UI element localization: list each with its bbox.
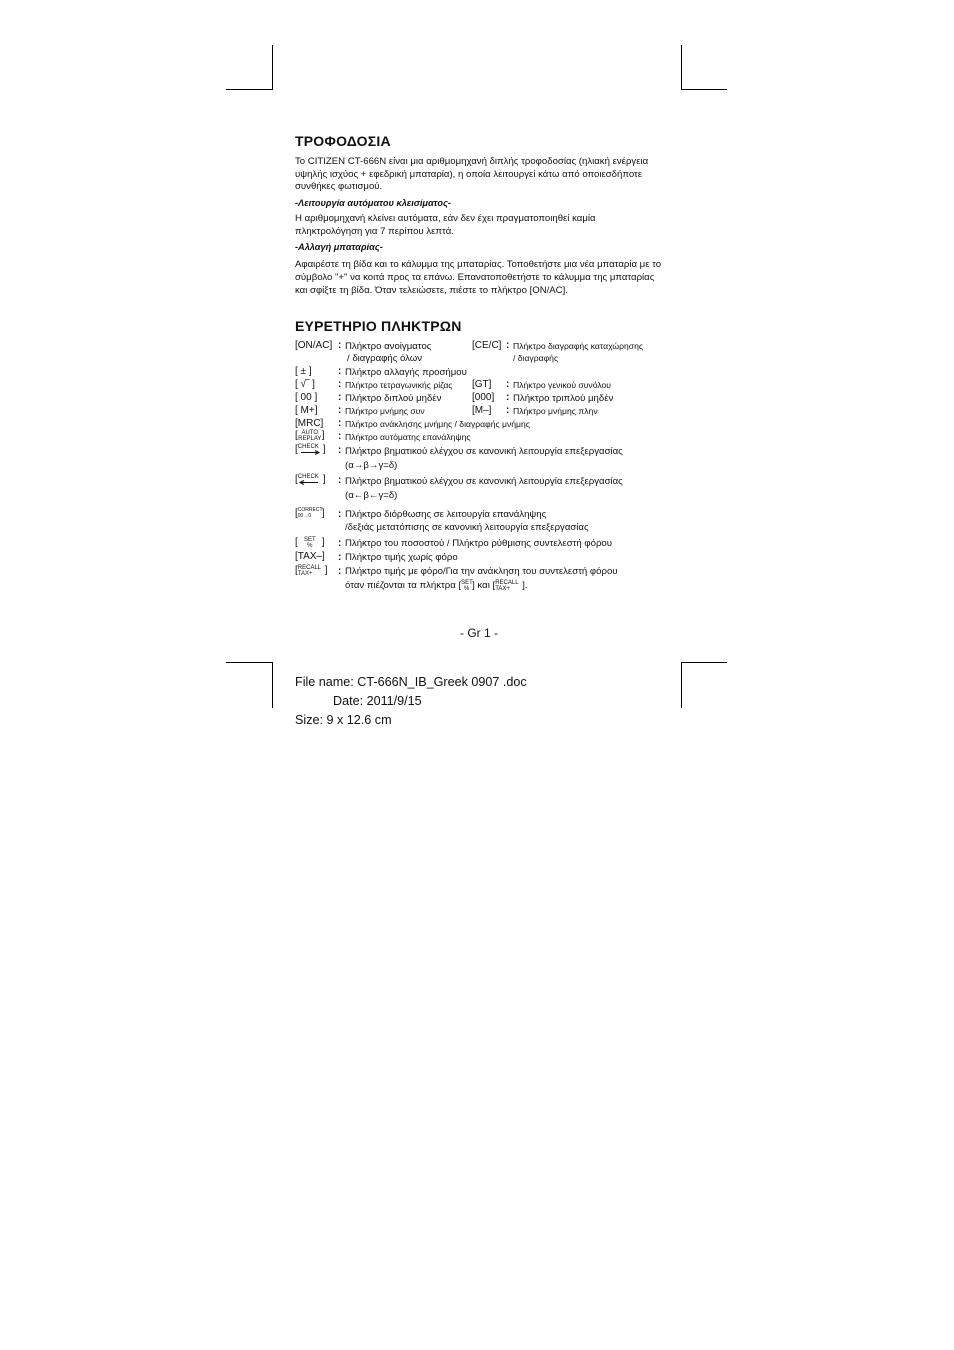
arrow-left-icon — [298, 480, 322, 485]
colon: : — [338, 418, 342, 429]
m-plus-desc: Πλήκτρο μνήμης συν — [345, 406, 425, 416]
colon: : — [338, 552, 342, 563]
auto-label: AUTO — [301, 430, 319, 436]
replay-label: REPLAY — [298, 436, 322, 442]
crop-mark — [681, 662, 727, 663]
colon: : — [506, 340, 510, 351]
crop-mark — [226, 89, 273, 90]
cec-desc-2: / διαγραφής — [513, 353, 559, 363]
triple-zero-desc: Πλήκτρο τριπλού μηδέν — [513, 393, 614, 404]
crop-mark — [681, 662, 682, 708]
check-forward-sequence: (α→β→γ=δ) — [345, 460, 398, 471]
colon: : — [338, 431, 342, 442]
footer-date: Date: 2011/9/15 — [333, 694, 422, 708]
key-cec: [CE/C] — [472, 340, 502, 351]
key-00: [ 00 ] — [295, 392, 318, 403]
battery-text: Αφαιρέστε τη βίδα και το κάλυμμα της μπαταρίας. Τοποθετήστε μια νέα μπαταρία με το σύμβολο "+" να κοιτά προς τα επάνω. Επανατοποθετήστε το κάλυμμα της μπαταρίας και σφίξτε τη βίδα. Όταν τελειώσετε, πιέστε το πλήκτρο [ON/AC]. — [295, 259, 662, 297]
tax-minus-desc: Πλήκτρο τιμής χωρίς φόρο — [345, 552, 458, 563]
key-gt: [GT] — [472, 379, 492, 390]
check-backward-desc: Πλήκτρο βηματικού ελέγχου σε κανονική λειτουργία επεξεργασίας — [345, 476, 623, 487]
tax-plus-label: TAX+ — [495, 586, 510, 592]
key-onac: [ON/AC] — [295, 340, 333, 351]
check-forward-desc: Πλήκτρο βηματικού ελέγχου σε κανονική λειτουργία επεξεργασίας — [345, 446, 623, 457]
colon: : — [338, 340, 342, 351]
set-label: SET — [461, 580, 473, 586]
recall-tax-plus-desc: Πλήκτρο τιμής με φόρο/Για την ανάκληση του συντελεστή φόρου — [345, 566, 618, 577]
key-correct: [CORRECT 00→0 ] — [295, 507, 325, 519]
recall-label: RECALL — [297, 565, 322, 571]
colon: : — [338, 392, 342, 403]
sqrt-desc: Πλήκτρο τετραγωνικής ρίζας — [345, 380, 453, 390]
key-mrc: [MRC] — [295, 418, 324, 429]
key-plus-minus: [ ± ] — [295, 366, 312, 377]
m-minus-desc: Πλήκτρο μνήμης πλην — [513, 406, 598, 416]
check-label: CHECK — [297, 444, 319, 450]
auto-replay-desc: Πλήκτρο αυτόματης επανάληψης — [345, 432, 471, 442]
key-set-percent: [ SET % ] — [295, 537, 325, 549]
check-backward-sequence: (α←β←γ=δ) — [345, 490, 398, 501]
set-label: SET — [303, 537, 316, 543]
plus-minus-desc: Πλήκτρο αλλαγής προσήμου — [345, 367, 467, 378]
mrc-desc: Πλήκτρο ανάκλησης μνήμης / διαγραφής μνήμης — [345, 419, 530, 429]
key-m-minus: [M–] — [472, 405, 492, 416]
colon: : — [338, 538, 342, 549]
correct-shift-label: 00→0 — [297, 512, 312, 519]
cec-desc: Πλήκτρο διαγραφής καταχώρησης — [513, 341, 644, 351]
crop-mark — [681, 45, 682, 90]
crop-mark — [681, 89, 727, 90]
section-title-key-index: ΕΥΡΕΤΗΡΙΟ ΠΛΗΚΤΡΩΝ — [295, 318, 462, 334]
gt-desc: Πλήκτρο γενικού συνόλου — [513, 380, 611, 390]
auto-off-text: Η αριθμομηχανή κλείνει αυτόματα, εάν δεν έχει πραγματοποιηθεί καμία πληκτρολόγηση για 7 περίπου λεπτά. — [295, 213, 596, 237]
page-number: - Gr 1 - — [460, 626, 498, 640]
key-000: [000] — [472, 392, 495, 403]
correct-label: CORRECT — [297, 507, 323, 513]
recall-desc-part: όταν πιέζονται τα πλήκτρα [ — [345, 580, 462, 591]
colon: : — [338, 475, 342, 486]
recall-desc-part: ] και [ — [472, 580, 496, 591]
colon: : — [506, 379, 510, 390]
correct-desc-2: /δεξιάς μετατόπισης σε κανονική λειτουργία επεξεργασίας — [345, 522, 589, 533]
onac-desc-2: / διαγραφής όλων — [347, 353, 423, 364]
battery-heading: -Αλλαγή μπαταρίας- — [295, 242, 383, 252]
key-check-forward: [CHECK ] — [295, 444, 326, 455]
colon: : — [506, 392, 510, 403]
colon: : — [338, 445, 342, 456]
key-tax-minus: [TAX–] — [295, 551, 325, 562]
colon: : — [338, 366, 342, 377]
crop-mark — [272, 662, 273, 708]
auto-off-heading: -Λειτουργία αυτόματου κλεισίματος- — [295, 198, 451, 208]
set-percent-desc: Πλήκτρο του ποσοστού / Πλήκτρο ρύθμισης συντελεστή φόρου — [345, 538, 612, 549]
tax-plus-label: TAX+ — [297, 571, 313, 577]
onac-desc: Πλήκτρο ανοίγματος — [345, 341, 432, 352]
arrow-right-icon — [298, 450, 322, 455]
recall-label: RECALL — [495, 580, 519, 586]
crop-mark — [226, 662, 273, 663]
footer-filename: File name: CT-666N_IB_Greek 0907 .doc — [295, 675, 527, 689]
colon: : — [338, 405, 342, 416]
crop-mark — [272, 45, 273, 90]
section-title-power: ΤΡΟΦΟΔΟΣΙΑ — [295, 133, 391, 149]
recall-desc-part: ]. — [522, 580, 528, 591]
percent-label: % — [463, 586, 470, 592]
key-m-plus: [ M+] — [295, 405, 318, 416]
footer-size: Size: 9 x 12.6 cm — [295, 713, 392, 727]
colon: : — [338, 379, 342, 390]
percent-label: % — [307, 543, 313, 549]
check-label: CHECK — [297, 474, 319, 480]
key-recall-tax-plus: [RECALL TAX+ ] — [295, 565, 328, 577]
key-auto-replay: [ AUTO REPLAY] — [295, 430, 325, 442]
key-sqrt: [ √‾ ] — [295, 379, 315, 390]
colon: : — [338, 566, 342, 577]
power-intro: Το CITIZEN CT-666N είναι μια αριθμομηχανή διπλής τροφοδοσίας (ηλιακή ενέργεια υψηλής ισχύος + εφεδρική μπαταρία), η οποία λειτουργεί κάτω από οποιεσδήποτε συνθήκες φωτισμού. — [295, 156, 649, 193]
key-check-backward: [CHECK ] — [295, 474, 326, 485]
double-zero-desc: Πλήκτρο διπλού μηδέν — [345, 393, 442, 404]
colon: : — [338, 509, 342, 520]
recall-tax-plus-desc-2 — [345, 580, 528, 592]
colon: : — [506, 405, 510, 416]
correct-desc: Πλήκτρο διόρθωσης σε λειτουργία επανάληψης — [345, 509, 547, 520]
